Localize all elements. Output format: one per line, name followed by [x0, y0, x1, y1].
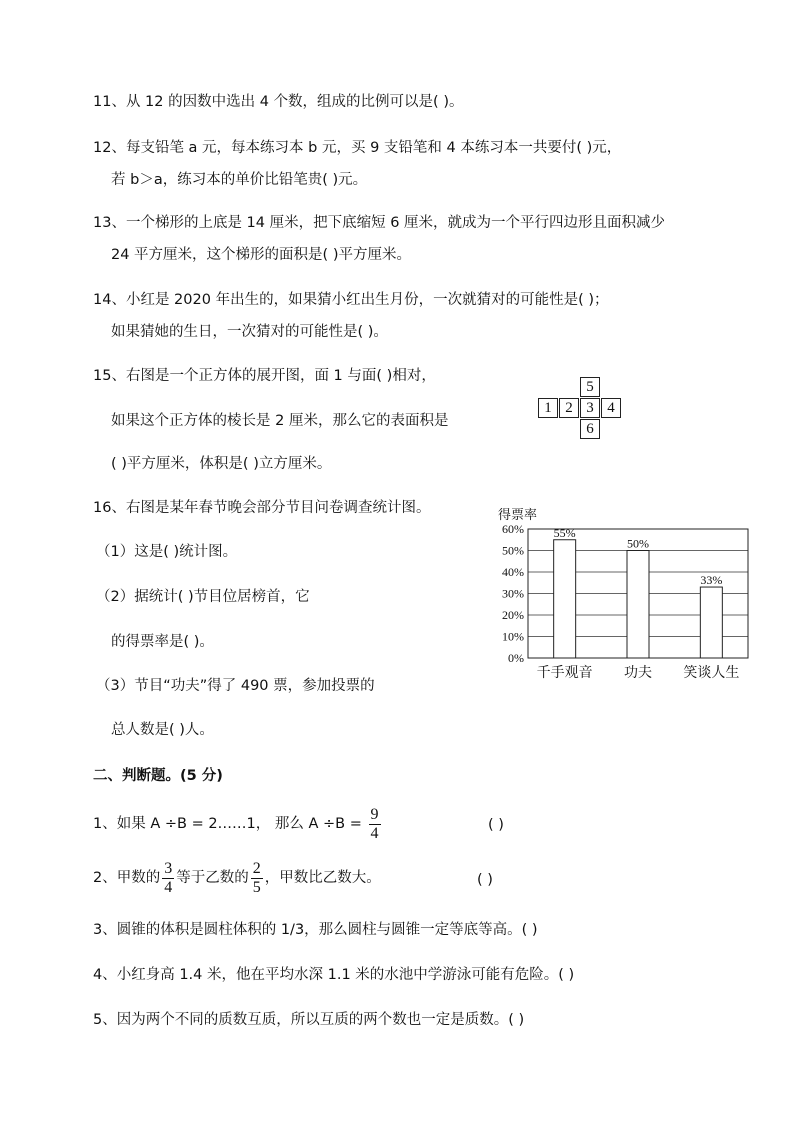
judge-2-text-post: ，甲数比乙数大。 — [264, 870, 381, 886]
chart-data-label: 33% — [700, 573, 723, 588]
cube-face: 4 — [601, 398, 621, 418]
chart-y-tick-label: 50% — [502, 543, 524, 558]
question-12-line2: 若 b＞a，练习本的单价比铅笔贵( )元。 — [111, 172, 368, 188]
question-16-part1: （1）这是( )统计图。 — [96, 544, 238, 560]
question-13-line2: 24 平方厘米，这个梯形的面积是( )平方厘米。 — [111, 247, 411, 263]
judge-2-text-mid: 等于乙数的 — [176, 870, 249, 886]
question-16-part3-line2: 总人数是( )人。 — [111, 722, 214, 738]
judge-2-text-pre: 2、甲数的 — [93, 870, 161, 886]
cube-face: 2 — [559, 398, 579, 418]
chart-y-tick-label: 0% — [508, 651, 524, 665]
chart-y-tick-label: 10% — [502, 629, 524, 644]
fraction-9-4: $\frac{9}{4}$ — [370, 805, 379, 842]
judge-1-answer-paren[interactable]: ( ) — [488, 817, 504, 833]
chart-data-label: 55% — [553, 525, 576, 540]
chart-y-tick-label: 60% — [502, 522, 524, 536]
chart-bar — [554, 540, 576, 658]
judge-5: 5、因为两个不同的质数互质，所以互质的两个数也一定是质数。( ) — [93, 1012, 525, 1028]
question-15-line3: ( )平方厘米，体积是( )立方厘米。 — [111, 456, 332, 472]
cube-net-figure — [538, 377, 624, 441]
chart-data-label: 50% — [627, 536, 649, 551]
cube-face: 6 — [580, 419, 600, 439]
judge-2-answer-paren[interactable]: ( ) — [477, 872, 493, 888]
question-15-line2: 如果这个正方体的棱长是 2 厘米，那么它的表面积是 — [111, 413, 449, 429]
question-16-part2-line2: 的得票率是( )。 — [111, 634, 214, 650]
cube-face: 3 — [580, 398, 600, 418]
chart-y-axis-label: 得票率 — [498, 507, 538, 522]
chart-bar — [700, 587, 722, 658]
fraction-2-5: $\frac{2}{5}$ — [252, 859, 261, 896]
cube-face: 1 — [538, 398, 558, 418]
judge-3: 3、圆锥的体积是圆柱体积的 1/3，那么圆柱与圆锥一定等底等高。( ) — [93, 922, 538, 938]
judge-1-text: 1、如果 A ÷B = 2……1， 那么 A ÷B = — [93, 816, 362, 832]
chart-y-tick-label: 40% — [502, 565, 524, 579]
judge-1 — [93, 804, 383, 848]
judge-2 — [93, 858, 381, 902]
question-16-part2-line1: （2）据统计( )节目位居榜首，它 — [96, 589, 310, 605]
cube-face: 5 — [580, 377, 600, 397]
question-16-part3-line1: （3）节目“功夫”得了 490 票，参加投票的 — [96, 678, 375, 694]
chart-x-tick-label: 笑谈人生 — [683, 666, 740, 681]
chart-x-tick-label: 千手观音 — [536, 666, 593, 681]
question-15-line1: 15、右图是一个正方体的展开图，面 1 与面( )相对， — [93, 368, 436, 384]
question-16: 16、右图是某年春节晚会部分节目问卷调查统计图。 — [93, 500, 431, 516]
question-14-line1: 14、小红是 2020 年出生的，如果猜小红出生月份，一次就猜对的可能性是( )； — [93, 292, 609, 308]
chart-y-tick-label: 20% — [502, 608, 524, 622]
section-2-title: 二、判断题。(5 分) — [93, 768, 223, 784]
question-11: 11、从 12 的因数中选出 4 个数，组成的比例可以是( )。 — [93, 94, 464, 110]
chart-x-tick-label: 功夫 — [624, 666, 652, 681]
chart-y-tick-label: 30% — [502, 586, 524, 601]
chart-bar — [627, 551, 649, 659]
question-13-line1: 13、一个梯形的上底是 14 厘米，把下底缩短 6 厘米，就成为一个平行四边形且面积减少 — [93, 215, 666, 231]
fraction-3-4: $\frac{3}{4}$ — [164, 859, 173, 896]
judge-4: 4、小红身高 1.4 米，他在平均水深 1.1 米的水池中学游泳可能有危险。( ) — [93, 967, 575, 983]
vote-rate-bar-chart — [490, 503, 750, 688]
question-12-line1: 12、每支铅笔 a 元，每本练习本 b 元，买 9 支铅笔和 4 本练习本一共要付( )元， — [93, 140, 622, 156]
question-14-line2: 如果猜她的生日，一次猜对的可能性是( )。 — [111, 324, 388, 340]
